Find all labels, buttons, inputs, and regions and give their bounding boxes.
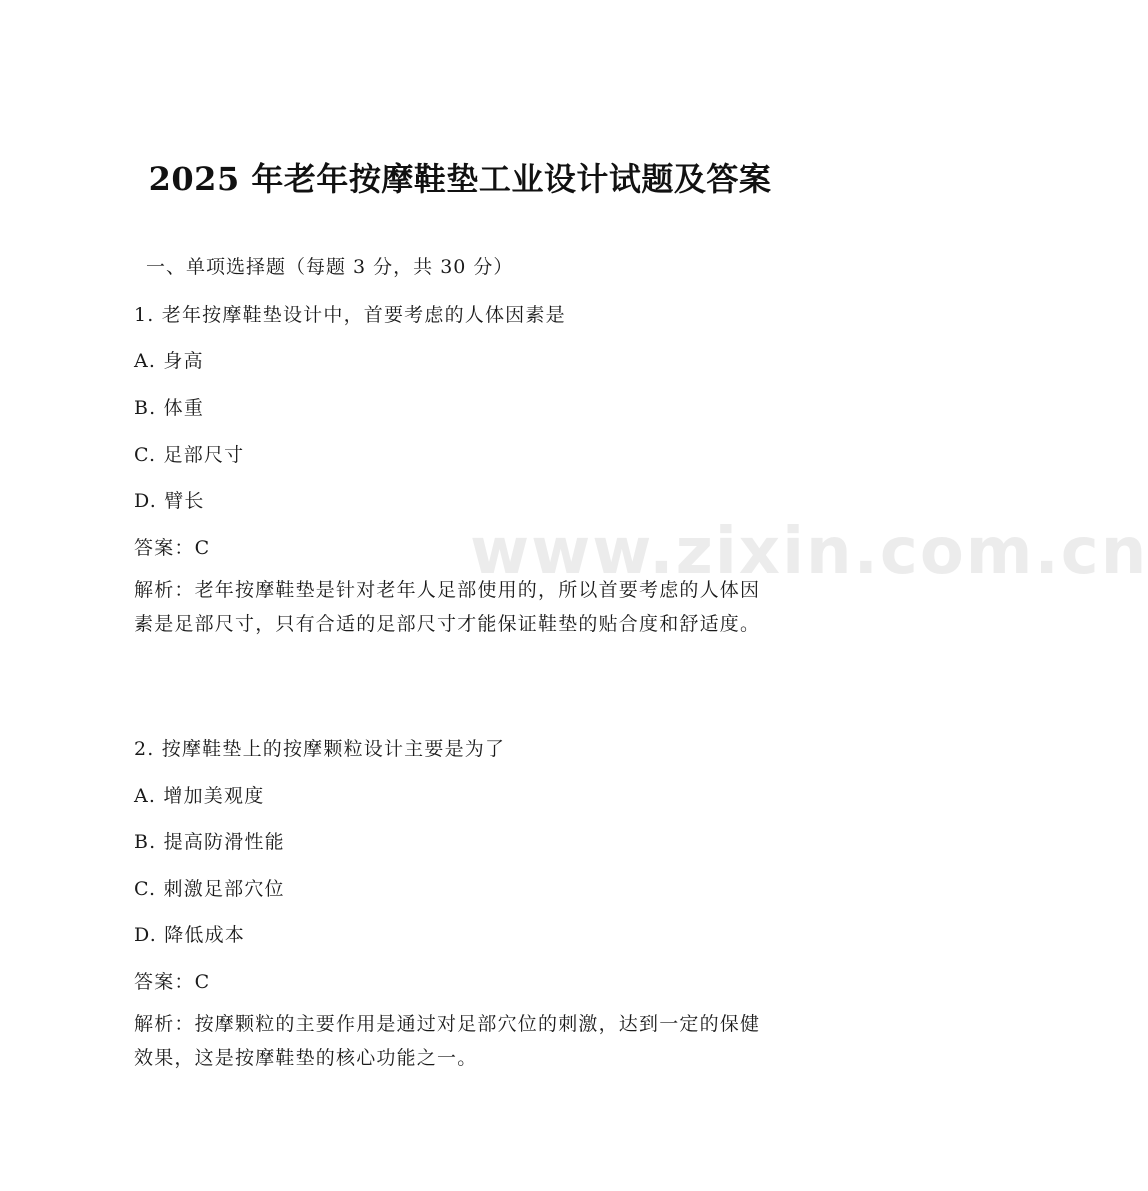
question-1-analysis: 解析：老年按摩鞋垫是针对老年人足部使用的，所以首要考虑的人体因素是足部尺寸，只有合适的足部尺寸才能保证鞋垫的贴合度和舒适度。 <box>134 579 761 635</box>
question-1-option-d: D. 臂长 <box>134 490 205 512</box>
question-2-analysis: 解析：按摩颗粒的主要作用是通过对足部穴位的刺激，达到一定的保健效果，这是按摩鞋垫的核心功能之一。 <box>134 1013 761 1069</box>
question-2-option-b: B. 提高防滑性能 <box>134 831 285 853</box>
question-2-option-c: C. 刺激足部穴位 <box>134 878 285 900</box>
question-1-answer: 答案：C <box>134 537 211 559</box>
question-1-option-a: A. 身高 <box>134 350 204 372</box>
watermark: www.zixin.com.cn <box>470 515 1148 589</box>
question-2-option-a: A. 增加美观度 <box>134 785 265 807</box>
question-2-option-d: D. 降低成本 <box>134 924 246 946</box>
question-1-option-c: C. 足部尺寸 <box>134 444 245 466</box>
question-1-option-b: B. 体重 <box>134 397 205 419</box>
section-heading: 一、单项选择题（每题 3 分，共 30 分） <box>146 256 514 278</box>
question-2-answer: 答案：C <box>134 971 211 993</box>
question-2-stem: 2. 按摩鞋垫上的按摩颗粒设计主要是为了 <box>134 738 506 760</box>
question-1-stem: 1. 老年按摩鞋垫设计中，首要考虑的人体因素是 <box>134 304 566 326</box>
document-title: 2025 年老年按摩鞋垫工业设计试题及答案 <box>148 160 772 198</box>
